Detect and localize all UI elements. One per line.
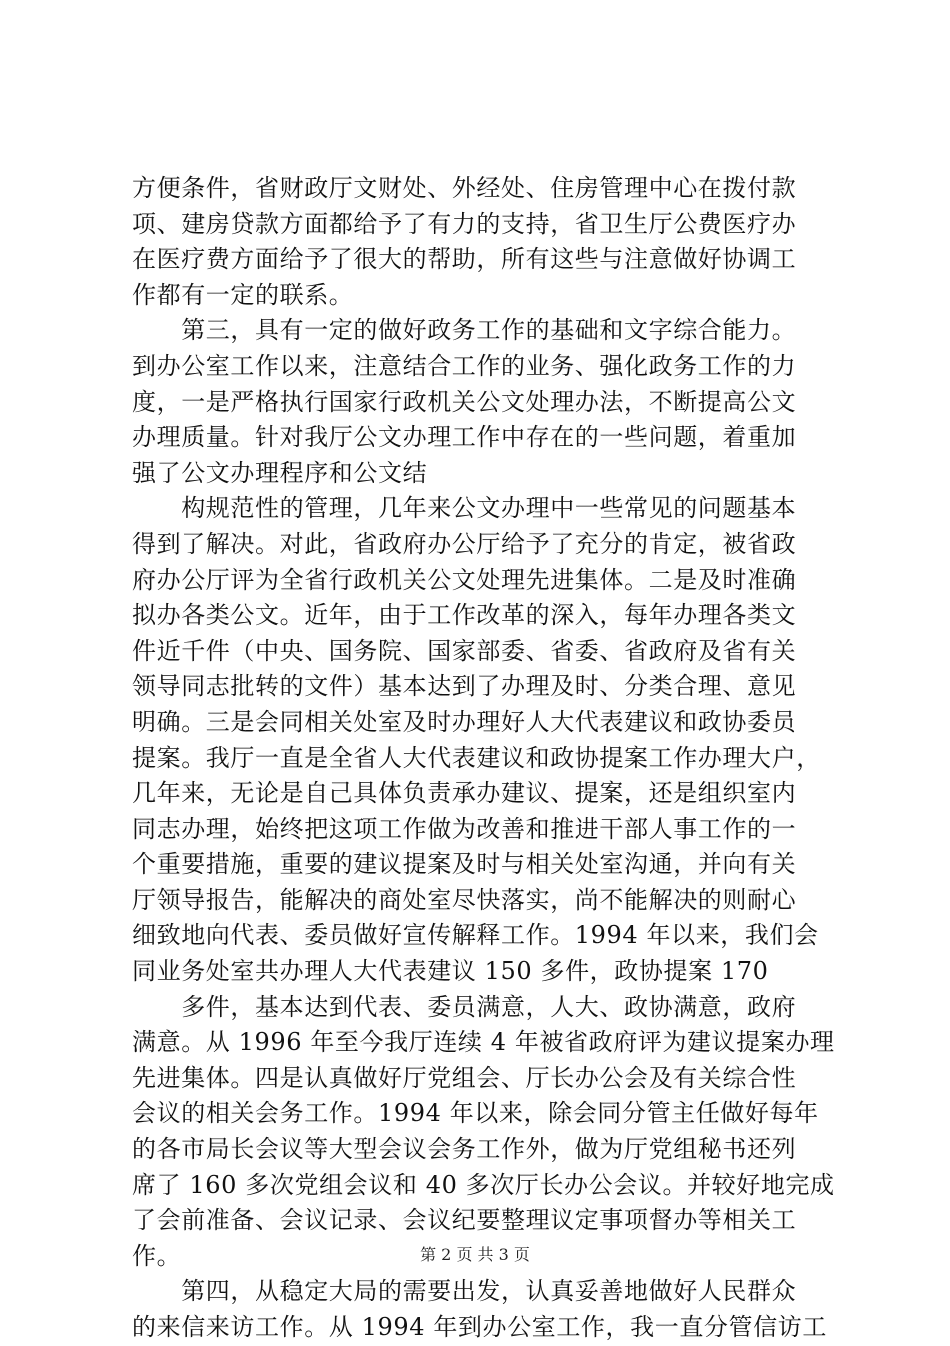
text-line: 项、建房贷款方面都给予了有力的支持，省卫生厅公费医疗办 <box>132 209 797 238</box>
text-line: 多件，基本达到代表、委员满意，人大、政协满意，政府 <box>132 992 797 1021</box>
page-footer <box>0 1245 950 1265</box>
text-line: 第三，具有一定的做好政务工作的基础和文字综合能力。 <box>132 316 797 345</box>
text-line: 同志办理，始终把这项工作做为改善和推进干部人事工作的一 <box>132 814 797 843</box>
text-line: 提案。我厅一直是全省人大代表建议和政协提案工作办理大户， <box>132 743 821 772</box>
text-line: 强了公文办理程序和公文结 <box>132 458 428 487</box>
text-line: 方便条件，省财政厅文财处、外经处、住房管理中心在拨付款 <box>132 174 797 202</box>
text-line: 同业务处室共办理人大代表建议 150 多件，政协提案 170 <box>132 957 769 986</box>
text-line: 度，一是严格执行国家行政机关公文处理办法，不断提高公文 <box>132 387 797 416</box>
text-line: 厅领导报告，能解决的商处室尽快落实，尚不能解决的则耐心 <box>132 885 797 914</box>
text-line: 领导同志批转的文件）基本达到了办理及时、分类合理、意见 <box>132 672 797 701</box>
text-line: 作。 <box>132 1241 182 1270</box>
text-line: 件近千件（中央、国务院、国家部委、省委、省政府及省有关 <box>132 636 797 665</box>
text-line: 细致地向代表、委员做好宣传解释工作。1994 年以来，我们会 <box>132 921 819 950</box>
text-line: 第四，从稳定大局的需要出发，认真妥善地做好人民群众 <box>132 1277 797 1306</box>
text-line: 几年来，无论是自己具体负责承办建议、提案，还是组织室内 <box>132 779 797 808</box>
text-line: 到办公室工作以来，注意结合工作的业务、强化政务工作的力 <box>132 351 797 380</box>
text-line: 作都有一定的联系。 <box>132 280 354 309</box>
page-number: 第 2 页 共 3 页 <box>420 1245 530 1264</box>
text-line: 会议的相关会务工作。1994 年以来，除会同分管主任做好每年 <box>132 1099 819 1128</box>
text-line: 个重要措施，重要的建议提案及时与相关处室沟通，并向有关 <box>132 850 797 879</box>
text-line: 在医疗费方面给予了很大的帮助，所有这些与注意做好协调工 <box>132 245 797 274</box>
text-line: 府办公厅评为全省行政机关公文处理先进集体。二是及时准确 <box>132 565 797 594</box>
text-line: 构规范性的管理，几年来公文办理中一些常见的问题基本 <box>132 494 797 523</box>
text-line: 的来信来访工作。从 1994 年到办公室工作，我一直分管信访工 <box>132 1313 827 1341</box>
text-line: 拟办各类公文。近年，由于工作改革的深入，每年办理各类文 <box>132 601 797 630</box>
text-line: 办理质量。针对我厅公文办理工作中存在的一些问题，着重加 <box>132 423 797 452</box>
text-line: 席了 160 多次党组会议和 40 多次厅长办公会议。并较好地完成 <box>132 1170 835 1199</box>
text-line: 了会前准备、会议记录、会议纪要整理议定事项督办等相关工 <box>132 1206 797 1235</box>
text-line: 满意。从 1996 年至今我厅连续 4 年被省政府评为建议提案办理 <box>132 1028 835 1057</box>
text-line: 先进集体。四是认真做好厅党组会、厅长办公会及有关综合性 <box>132 1063 797 1092</box>
text-line: 的各市局长会议等大型会议会务工作外，做为厅党组秘书还列 <box>132 1135 797 1164</box>
document-body <box>132 171 835 1346</box>
text-line: 得到了解决。对此，省政府办公厅给予了充分的肯定，被省政 <box>132 529 797 558</box>
text-line: 明确。三是会同相关处室及时办理好人大代表建议和政协委员 <box>132 707 797 736</box>
